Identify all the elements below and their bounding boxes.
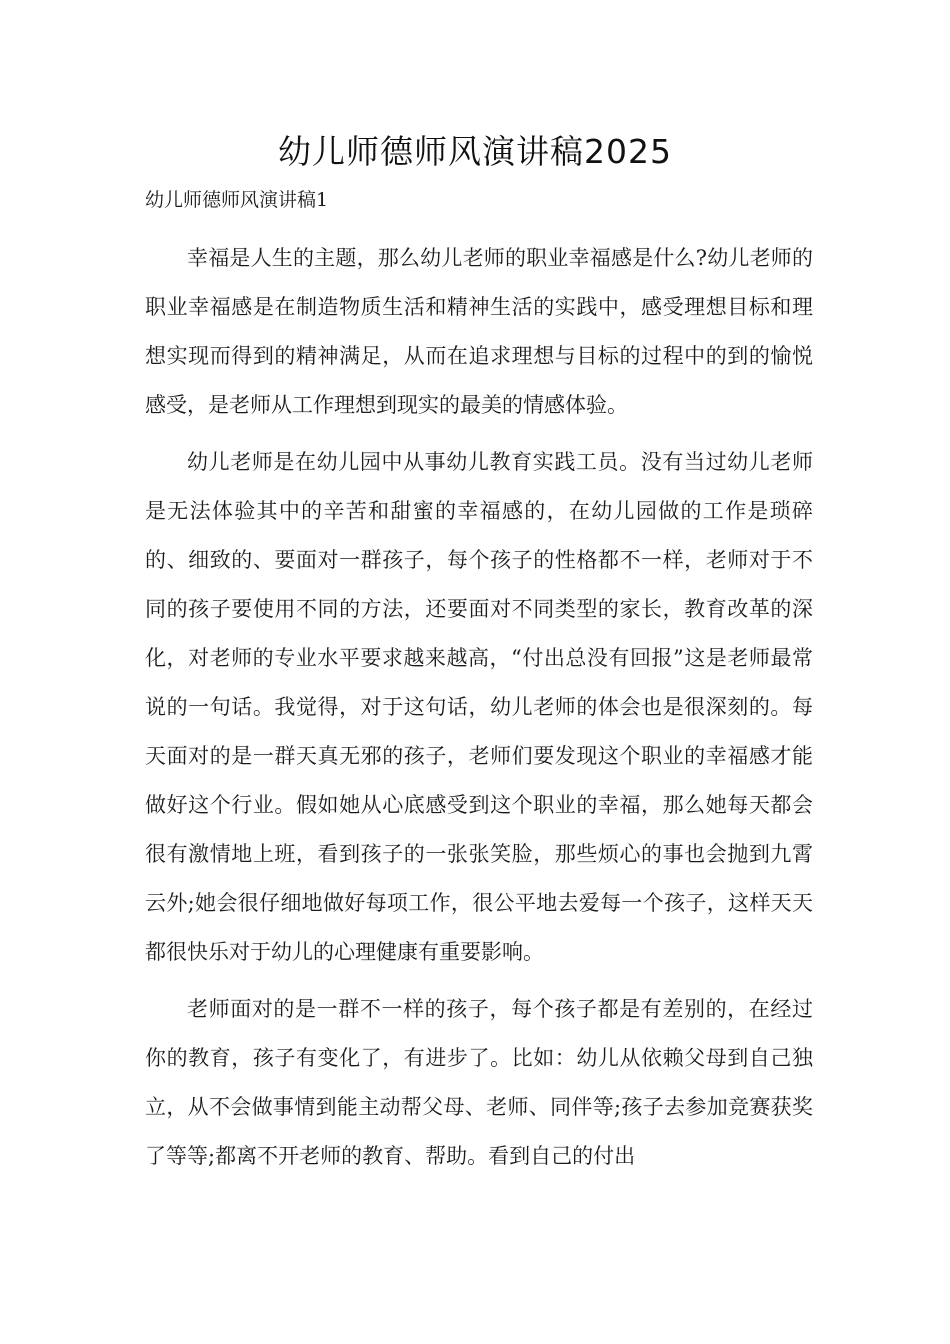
paragraph-3: 老师面对的是一群不一样的孩子，每个孩子都是有差别的，在经过你的教育，孩子有变化了，有进步了。比如：幼儿从依赖父母到自己独立，从不会做事情到能主动帮父母、老师、同伴等;孩子去参加竞赛获奖了等等;都离不开老师的教育、帮助。看到自己的付出 [145, 997, 813, 1168]
section-heading: 幼儿师德师风演讲稿1 [145, 189, 329, 211]
paragraph-2: 幼儿老师是在幼儿园中从事幼儿教育实践工员。没有当过幼儿老师是无法体验其中的辛苦和甜蜜的幸福感的，在幼儿园做的工作是琐碎的、细致的、要面对一群孩子，每个孩子的性格都不一样，老师对于不同的孩子要使用不同的方法，还要面对不同类型的家长，教育改革的深化，对老师的专业水平要求越来越高，“付出总没有回报”这是老师最常说的一句话。我觉得，对于这句话，幼儿老师的体会也是很深刻的。每天面对的是一群天真无邪的孩子，老师们要发现这个职业的幸福感才能做好这个行业。假如她从心底感受到这个职业的幸福，那么她每天都会很有激情地上班，看到孩子的一张张笑脸，那些烦心的事也会抛到九霄云外;她会很仔细地做好每项工作，很公平地去爱每一个孩子，这样天天都很快乐对于幼儿的心理健康有重要影响。 [145, 450, 813, 964]
paragraph-1: 幸福是人生的主题，那么幼儿老师的职业幸福感是什么?幼儿老师的职业幸福感是在制造物质生活和精神生活的实践中，感受理想目标和理想实现而得到的精神满足，从而在追求理想与目标的过程中的到的愉悦感受，是老师从工作理想到现实的最美的情感体验。 [145, 246, 813, 417]
document-body [145, 234, 813, 1189]
document-title: 幼儿师德师风演讲稿2025 [278, 132, 672, 171]
